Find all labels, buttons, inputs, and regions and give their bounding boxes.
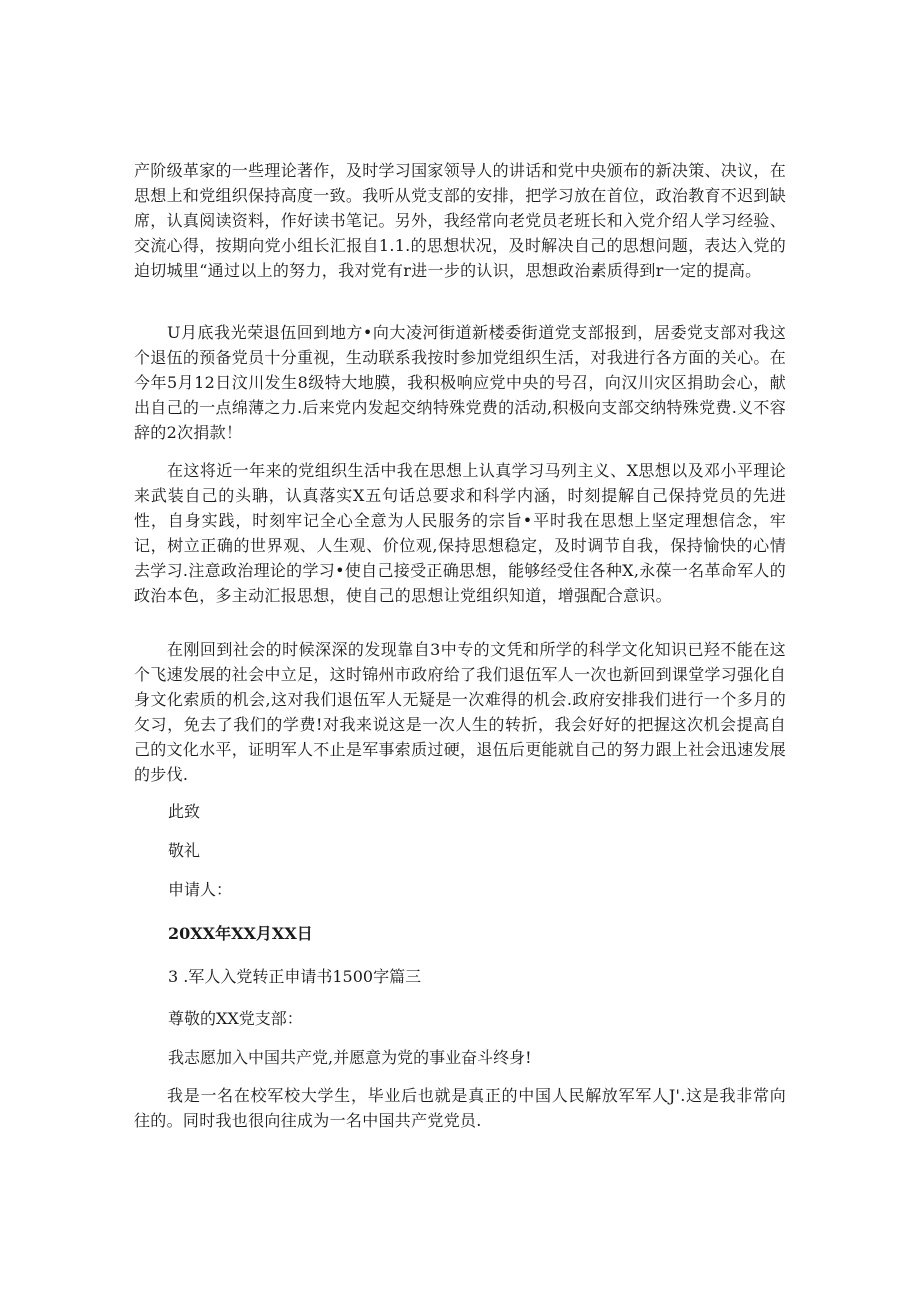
section-heading: 3 .军人入党转正申请书1500字篇三 bbox=[168, 967, 422, 986]
applicant-label: 申请人： bbox=[168, 880, 233, 899]
salutation: 尊敬的XX党支部： bbox=[168, 1009, 303, 1028]
pledge-line: 我志愿加入中国共产党,并愿意为党的事业奋斗终身! bbox=[168, 1048, 532, 1067]
paragraph-party-life: 在这将近一年来的党组织生活中我在思想上认真学习马列主义、X思想以及邓小平理论来武装自己的头聃，认真落实X五句话总要求和科学内涵，时刻提解自己保持党员的先进性，自身实践，时刻牢记全心全意为人民服务的宗旨•平时我在思想上坚定理想信念，牢记，树立正确的世界观、人生观、价位观,保持思想稳定，及时调节自我，保持愉快的心情去学习.注意政治理论的学习•使自己接受正确思想，能够经受住各种X,永葆一名革命军人的政治本色，多主动汇报思想，使自己的思想让党组织知道，增强配合意识。 bbox=[134, 461, 786, 605]
paragraph-study: 产阶级革家的一些理论著作，及时学习国家领导人的讲话和党中央颁布的新决策、决议，在思想上和党组织保持高度一致。我听从党支部的安排，把学习放在首位，政治教育不迟到缺席，认真阅读资料，作好读书笔记。另外，我经常向老党员老班长和入党介绍人学习经验、交流心得，按期向党小组长汇报自1.1.的思想状况，及时解决自己的思想问题，表达入党的迫切城里“通过以上的努力，我对党有r进一步的认识，思想政治素质得到r一定的提高。 bbox=[134, 161, 787, 280]
closing-regards: 此致 bbox=[168, 802, 201, 821]
date-line: 20XX年XX月XX日 bbox=[168, 924, 313, 943]
paragraph-cadet: 我是一名在校军校大学生，毕业后也就是真正的中国人民解放军军人J'.这是我非常向往的。同时我也很向往成为一名中国共产党党员. bbox=[134, 1086, 786, 1130]
paragraph-discharge: U月底我光荣退伍回到地方•向大凌河街道新楼委街道党支部报到，居委党支部对我这个退伍的预备党员十分重视，生动联系我按时参加党组织生活，对我进行各方面的关心。在今年5月12日汶川发生8级特大地膜，我积极响应党中央的号召，向汉川灾区捐助会心，献出自己的一点绵薄之力.后来党内发起交纳特殊党费的活动,积极向支部交纳特殊党费.义不容辞的2次捐款！ bbox=[134, 323, 787, 442]
paragraph-return-society: 在刚回到社会的时候深深的发现靠自3中专的文凭和所学的科学文化知识已羟不能在这个飞速发展的社会中立足，这时锦州市政府给了我们退伍军人一次也新回到课堂学习强化自身文化索质的机会,这对我们退伍军人无疑是一次难得的机会.政府安排我们进行一个多月的攵习，免去了我们的学费!对我来说这是一次人生的转折，我会好好的把握这次机会提高自己的文化水平，证明军人不止是军事索质过硬，退伍后更能就自己的努力跟上社会迅速发展的步伐. bbox=[134, 640, 787, 784]
closing-salute: 敬礼 bbox=[168, 841, 201, 860]
